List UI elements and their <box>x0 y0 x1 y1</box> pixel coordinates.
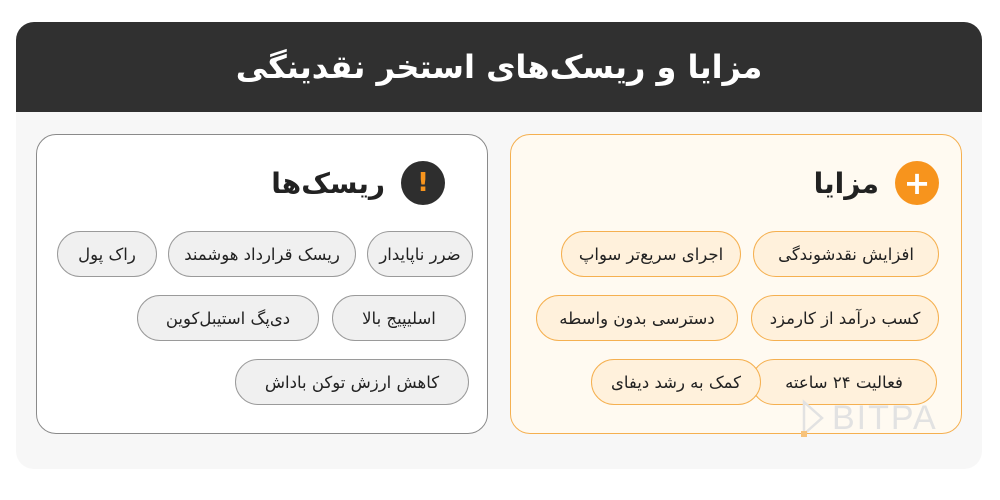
plus-icon: + <box>895 161 939 205</box>
risks-panel <box>36 134 488 434</box>
benefits-heading <box>814 160 939 206</box>
exclamation-icon: ! <box>401 161 445 205</box>
risk-item: ریسک قرارداد هوشمند <box>168 231 356 277</box>
bitpa-watermark <box>800 398 938 438</box>
benefit-item: کسب درآمد از کارمزد <box>751 295 939 341</box>
benefits-title: مزایا <box>813 166 879 200</box>
benefit-item: فعالیت ۲۴ ساعته <box>751 359 937 405</box>
risk-item: دی‌پگ استیبل‌کوین <box>137 295 319 341</box>
bitpa-logo-icon <box>800 398 826 438</box>
risk-item: راک پول <box>57 231 157 277</box>
benefits-panel <box>510 134 962 434</box>
risks-heading <box>271 160 445 206</box>
benefit-item: اجرای سریع‌تر سواپ <box>561 231 741 277</box>
risk-item: ضرر ناپایدار <box>367 231 473 277</box>
risk-item: اسلیپیج بالا <box>332 295 466 341</box>
risk-item: کاهش ارزش توکن باداش <box>235 359 469 405</box>
page-title: مزایا و ریسک‌های استخر نقدینگی <box>235 48 763 86</box>
benefit-item: افزایش نقدشوندگی <box>753 231 939 277</box>
benefit-item: دسترسی بدون واسطه <box>536 295 738 341</box>
watermark-text: BITPA <box>832 398 938 437</box>
header-bar <box>16 22 982 112</box>
benefit-item: کمک به رشد دیفای <box>591 359 761 405</box>
risks-title: ریسک‌ها <box>271 166 385 200</box>
